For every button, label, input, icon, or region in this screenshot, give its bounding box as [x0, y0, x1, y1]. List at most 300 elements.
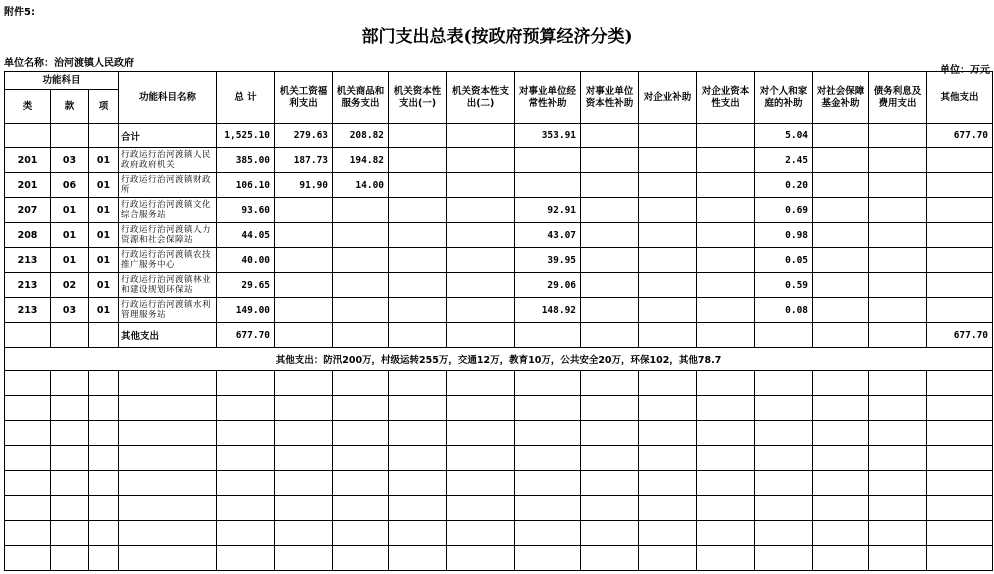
empty-cell	[51, 471, 89, 496]
empty-cell	[447, 521, 515, 546]
value-cell	[869, 173, 927, 198]
empty-row	[5, 421, 993, 446]
value-cell: 0.05	[755, 248, 813, 273]
empty-cell	[51, 421, 89, 446]
value-cell	[581, 223, 639, 248]
empty-cell	[51, 371, 89, 396]
empty-cell	[89, 446, 119, 471]
xiang-cell: 01	[89, 298, 119, 323]
col-header: 机关资本性支出(二)	[447, 72, 515, 124]
value-cell	[515, 148, 581, 173]
empty-cell	[927, 521, 993, 546]
xiang-cell: 01	[89, 198, 119, 223]
value-cell	[275, 273, 333, 298]
empty-cell	[217, 421, 275, 446]
empty-cell	[217, 546, 275, 571]
total-cell: 149.00	[217, 298, 275, 323]
empty-cell	[5, 446, 51, 471]
value-cell	[447, 124, 515, 148]
lei-cell: 207	[5, 198, 51, 223]
empty-cell	[333, 421, 389, 446]
value-cell	[447, 148, 515, 173]
value-cell	[333, 323, 389, 348]
value-cell	[639, 148, 697, 173]
empty-cell	[697, 496, 755, 521]
value-cell: 0.69	[755, 198, 813, 223]
empty-cell	[89, 371, 119, 396]
empty-cell	[389, 521, 447, 546]
empty-cell	[51, 546, 89, 571]
value-cell	[389, 298, 447, 323]
empty-cell	[869, 521, 927, 546]
empty-cell	[217, 371, 275, 396]
value-cell: 0.98	[755, 223, 813, 248]
value-cell	[927, 298, 993, 323]
value-cell	[581, 124, 639, 148]
value-cell	[697, 124, 755, 148]
value-cell	[869, 198, 927, 223]
empty-cell	[869, 496, 927, 521]
empty-cell	[639, 371, 697, 396]
empty-cell	[515, 546, 581, 571]
xiang-cell: 01	[89, 173, 119, 198]
value-cell	[275, 248, 333, 273]
value-cell	[639, 173, 697, 198]
lei-cell: 208	[5, 223, 51, 248]
empty-cell	[927, 446, 993, 471]
total-cell: 106.10	[217, 173, 275, 198]
empty-cell	[5, 521, 51, 546]
empty-cell	[389, 421, 447, 446]
empty-cell	[813, 521, 869, 546]
empty-cell	[119, 546, 217, 571]
empty-cell	[755, 396, 813, 421]
value-cell	[447, 323, 515, 348]
lei-cell	[5, 124, 51, 148]
value-cell	[447, 248, 515, 273]
total-cell: 677.70	[217, 323, 275, 348]
table-row	[5, 173, 993, 198]
empty-cell	[755, 421, 813, 446]
total-cell: 40.00	[217, 248, 275, 273]
empty-cell	[515, 471, 581, 496]
empty-cell	[119, 371, 217, 396]
value-cell	[581, 198, 639, 223]
empty-cell	[755, 471, 813, 496]
empty-cell	[581, 496, 639, 521]
value-cell	[389, 248, 447, 273]
empty-cell	[813, 546, 869, 571]
lei-cell: 213	[5, 248, 51, 273]
lei-cell: 213	[5, 298, 51, 323]
lei-cell: 201	[5, 173, 51, 198]
table-row	[5, 124, 993, 148]
value-cell	[813, 273, 869, 298]
header-row-1	[5, 72, 993, 90]
func-name-cell: 行政运行治河渡镇水利管理服务站	[119, 298, 217, 323]
func-name-cell: 行政运行治河渡镇人力资源和社会保障站	[119, 223, 217, 248]
attachment-label: 附件5:	[4, 7, 35, 18]
empty-cell	[119, 496, 217, 521]
empty-cell	[119, 421, 217, 446]
empty-cell	[755, 546, 813, 571]
value-cell: 0.59	[755, 273, 813, 298]
empty-row	[5, 496, 993, 521]
func-name-cell: 其他支出	[119, 323, 217, 348]
empty-cell	[697, 471, 755, 496]
empty-cell	[581, 521, 639, 546]
value-cell	[333, 298, 389, 323]
empty-cell	[51, 496, 89, 521]
kuan-cell: 03	[51, 298, 89, 323]
empty-cell	[333, 471, 389, 496]
value-cell	[333, 223, 389, 248]
unit-label: 单位：万元	[940, 65, 990, 76]
col-header: 机关资本性支出(一)	[389, 72, 447, 124]
empty-cell	[581, 371, 639, 396]
value-cell	[697, 323, 755, 348]
value-cell	[697, 248, 755, 273]
xiang-cell	[89, 124, 119, 148]
value-cell	[389, 273, 447, 298]
value-cell	[333, 248, 389, 273]
value-cell: 148.92	[515, 298, 581, 323]
kuan-cell: 06	[51, 173, 89, 198]
value-cell	[813, 323, 869, 348]
empty-cell	[333, 371, 389, 396]
col-header: 对个人和家庭的补助	[755, 72, 813, 124]
total-cell: 385.00	[217, 148, 275, 173]
value-cell: 29.06	[515, 273, 581, 298]
note-row	[5, 348, 993, 371]
value-cell: 91.90	[275, 173, 333, 198]
empty-cell	[217, 521, 275, 546]
value-cell	[639, 124, 697, 148]
value-cell	[581, 298, 639, 323]
empty-cell	[447, 496, 515, 521]
table-row	[5, 323, 993, 348]
lei-cell: 213	[5, 273, 51, 298]
empty-cell	[275, 496, 333, 521]
func-group-header: 功能科目	[5, 72, 119, 90]
empty-cell	[581, 421, 639, 446]
empty-cell	[515, 521, 581, 546]
value-cell: 279.63	[275, 124, 333, 148]
empty-cell	[639, 446, 697, 471]
kuan-cell: 02	[51, 273, 89, 298]
empty-cell	[927, 396, 993, 421]
value-cell	[581, 248, 639, 273]
empty-cell	[447, 371, 515, 396]
empty-row	[5, 371, 993, 396]
value-cell	[927, 173, 993, 198]
empty-cell	[5, 421, 51, 446]
empty-cell	[275, 521, 333, 546]
value-cell	[275, 198, 333, 223]
value-cell	[389, 198, 447, 223]
col-header: 对事业单位经常性补助	[515, 72, 581, 124]
empty-cell	[119, 521, 217, 546]
value-cell	[869, 248, 927, 273]
page-title: 部门支出总表(按政府预算经济分类)	[361, 27, 633, 47]
empty-cell	[5, 396, 51, 421]
empty-cell	[217, 496, 275, 521]
empty-cell	[869, 396, 927, 421]
value-cell: 39.95	[515, 248, 581, 273]
empty-cell	[333, 521, 389, 546]
empty-cell	[813, 371, 869, 396]
empty-cell	[581, 396, 639, 421]
empty-cell	[697, 396, 755, 421]
value-cell: 208.82	[333, 124, 389, 148]
empty-cell	[333, 546, 389, 571]
empty-cell	[927, 471, 993, 496]
value-cell	[869, 298, 927, 323]
empty-cell	[813, 446, 869, 471]
kuan-header: 款	[51, 90, 89, 124]
kuan-cell	[51, 124, 89, 148]
value-cell	[581, 273, 639, 298]
empty-cell	[389, 371, 447, 396]
kuan-cell: 01	[51, 223, 89, 248]
empty-cell	[869, 371, 927, 396]
empty-cell	[333, 446, 389, 471]
empty-row	[5, 521, 993, 546]
value-cell	[447, 273, 515, 298]
value-cell	[813, 248, 869, 273]
empty-cell	[813, 496, 869, 521]
kuan-cell: 01	[51, 248, 89, 273]
value-cell	[581, 148, 639, 173]
empty-cell	[755, 371, 813, 396]
col-header: 对企业补助	[639, 72, 697, 124]
value-cell	[275, 298, 333, 323]
unit-name: 单位名称：治河渡镇人民政府	[4, 58, 134, 69]
empty-cell	[581, 471, 639, 496]
empty-cell	[869, 471, 927, 496]
value-cell: 2.45	[755, 148, 813, 173]
value-cell	[639, 198, 697, 223]
empty-cell	[697, 546, 755, 571]
empty-cell	[389, 396, 447, 421]
value-cell	[639, 223, 697, 248]
empty-cell	[447, 446, 515, 471]
empty-cell	[119, 471, 217, 496]
empty-cell	[813, 396, 869, 421]
empty-cell	[581, 446, 639, 471]
empty-cell	[217, 471, 275, 496]
lei-header: 类	[5, 90, 51, 124]
empty-cell	[389, 546, 447, 571]
empty-cell	[89, 396, 119, 421]
empty-cell	[927, 496, 993, 521]
empty-cell	[515, 496, 581, 521]
table-row	[5, 223, 993, 248]
value-cell: 14.00	[333, 173, 389, 198]
value-cell	[581, 323, 639, 348]
value-cell	[333, 198, 389, 223]
lei-cell	[5, 323, 51, 348]
empty-cell	[515, 446, 581, 471]
value-cell: 194.82	[333, 148, 389, 173]
empty-cell	[51, 446, 89, 471]
value-cell	[639, 248, 697, 273]
xiang-cell	[89, 323, 119, 348]
kuan-cell: 01	[51, 198, 89, 223]
value-cell	[697, 223, 755, 248]
empty-cell	[927, 371, 993, 396]
value-cell	[869, 124, 927, 148]
func-name-cell: 行政运行治河渡镇人民政府政府机关	[119, 148, 217, 173]
empty-cell	[515, 396, 581, 421]
empty-cell	[275, 471, 333, 496]
value-cell	[389, 124, 447, 148]
empty-cell	[119, 446, 217, 471]
empty-cell	[755, 496, 813, 521]
empty-cell	[639, 496, 697, 521]
empty-cell	[581, 546, 639, 571]
empty-cell	[119, 396, 217, 421]
empty-cell	[389, 446, 447, 471]
col-header: 其他支出	[927, 72, 993, 124]
other-expense-note: 其他支出：防汛200万，村级运转255万，交通12万，教育10万，公共安全20万，环保102，其他78.7	[5, 348, 993, 371]
empty-row	[5, 396, 993, 421]
empty-cell	[639, 521, 697, 546]
table-row	[5, 273, 993, 298]
total-cell: 93.60	[217, 198, 275, 223]
empty-cell	[639, 396, 697, 421]
empty-cell	[639, 471, 697, 496]
func-name-cell: 行政运行治河渡镇财政所	[119, 173, 217, 198]
empty-cell	[447, 396, 515, 421]
value-cell	[813, 223, 869, 248]
func-name-cell: 行政运行治河渡镇文化综合服务站	[119, 198, 217, 223]
col-header: 机关工资福利支出	[275, 72, 333, 124]
empty-cell	[869, 546, 927, 571]
empty-cell	[515, 371, 581, 396]
value-cell	[697, 198, 755, 223]
empty-cell	[447, 546, 515, 571]
empty-row	[5, 446, 993, 471]
kuan-cell: 03	[51, 148, 89, 173]
value-cell	[813, 124, 869, 148]
empty-cell	[5, 496, 51, 521]
value-cell	[515, 173, 581, 198]
value-cell	[869, 323, 927, 348]
func-name-cell: 行政运行治河渡镇林业和建设规划环保站	[119, 273, 217, 298]
value-cell	[447, 223, 515, 248]
value-cell: 5.04	[755, 124, 813, 148]
value-cell: 677.70	[927, 323, 993, 348]
xiang-cell: 01	[89, 223, 119, 248]
table-row	[5, 248, 993, 273]
table-row	[5, 298, 993, 323]
value-cell	[755, 323, 813, 348]
value-cell	[927, 198, 993, 223]
value-cell	[447, 198, 515, 223]
xiang-cell: 01	[89, 273, 119, 298]
empty-cell	[275, 421, 333, 446]
empty-cell	[697, 371, 755, 396]
empty-cell	[697, 421, 755, 446]
table-row	[5, 198, 993, 223]
func-name-header: 功能科目名称	[119, 72, 217, 124]
empty-cell	[515, 421, 581, 446]
value-cell	[447, 298, 515, 323]
lei-cell: 201	[5, 148, 51, 173]
value-cell	[389, 173, 447, 198]
total-header: 总 计	[217, 72, 275, 124]
value-cell	[697, 298, 755, 323]
value-cell	[697, 273, 755, 298]
empty-cell	[89, 421, 119, 446]
empty-cell	[389, 496, 447, 521]
empty-cell	[697, 521, 755, 546]
empty-cell	[51, 396, 89, 421]
empty-cell	[275, 546, 333, 571]
col-header: 债务利息及费用支出	[869, 72, 927, 124]
empty-cell	[869, 446, 927, 471]
value-cell	[333, 273, 389, 298]
value-cell	[515, 323, 581, 348]
value-cell	[697, 173, 755, 198]
total-cell: 1,525.10	[217, 124, 275, 148]
empty-cell	[927, 421, 993, 446]
empty-cell	[869, 421, 927, 446]
col-header: 对企业资本性支出	[697, 72, 755, 124]
value-cell: 353.91	[515, 124, 581, 148]
value-cell: 92.91	[515, 198, 581, 223]
value-cell	[639, 273, 697, 298]
empty-cell	[5, 471, 51, 496]
value-cell	[927, 248, 993, 273]
empty-cell	[217, 446, 275, 471]
empty-cell	[333, 496, 389, 521]
empty-cell	[389, 471, 447, 496]
value-cell	[813, 148, 869, 173]
expenditure-table	[4, 71, 993, 571]
empty-cell	[639, 546, 697, 571]
value-cell	[447, 173, 515, 198]
value-cell: 187.73	[275, 148, 333, 173]
kuan-cell	[51, 323, 89, 348]
value-cell: 43.07	[515, 223, 581, 248]
empty-cell	[639, 421, 697, 446]
empty-cell	[5, 371, 51, 396]
total-cell: 44.05	[217, 223, 275, 248]
value-cell	[813, 173, 869, 198]
value-cell	[869, 273, 927, 298]
col-header: 对社会保障基金补助	[813, 72, 869, 124]
table-row	[5, 148, 993, 173]
empty-cell	[927, 546, 993, 571]
value-cell	[869, 148, 927, 173]
xiang-cell: 01	[89, 248, 119, 273]
value-cell	[275, 323, 333, 348]
value-cell	[389, 323, 447, 348]
value-cell: 0.20	[755, 173, 813, 198]
xiang-cell: 01	[89, 148, 119, 173]
empty-cell	[89, 546, 119, 571]
value-cell	[389, 223, 447, 248]
empty-cell	[333, 396, 389, 421]
value-cell	[813, 198, 869, 223]
empty-cell	[89, 496, 119, 521]
empty-cell	[89, 471, 119, 496]
empty-cell	[813, 421, 869, 446]
empty-cell	[755, 446, 813, 471]
empty-cell	[89, 521, 119, 546]
